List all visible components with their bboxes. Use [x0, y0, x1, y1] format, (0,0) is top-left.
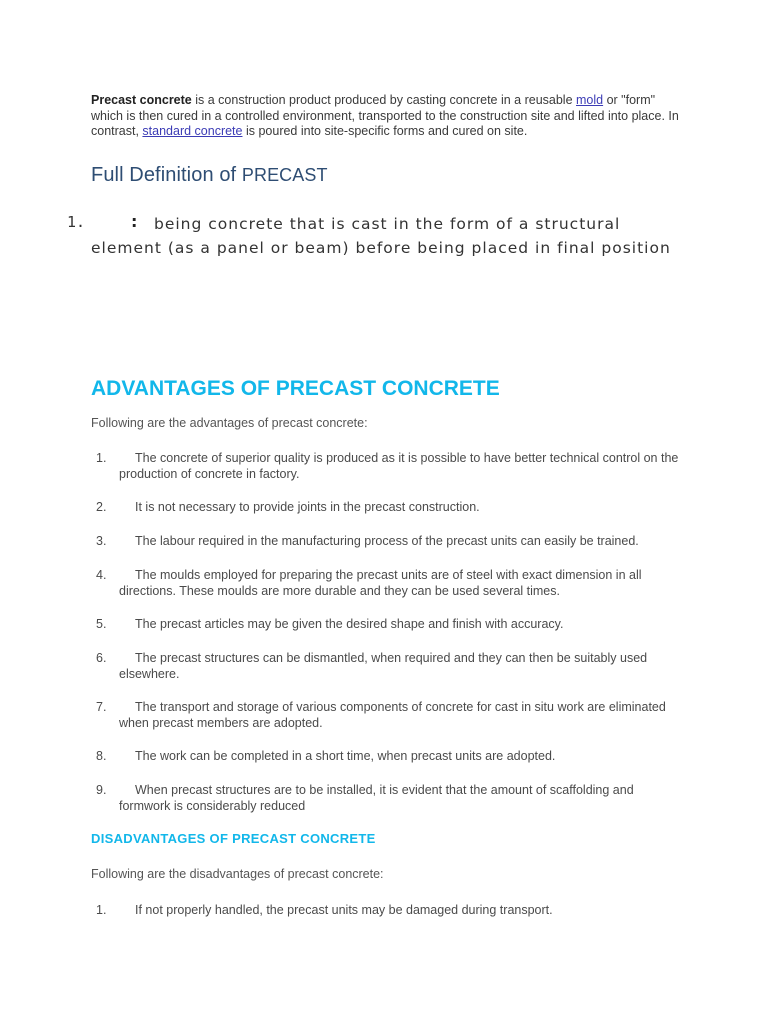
item-text: If not properly handled, the precast units may be damaged during transport.: [135, 903, 553, 917]
item-text: It is not necessary to provide joints in the precast construction.: [135, 500, 480, 514]
definition-heading-term: PRECAST: [241, 165, 328, 185]
intro-text-2: or "form" which is then cured in a controlled environment, transported to the construction site and lifted into place. In contrast,: [91, 93, 679, 138]
item-number: 2.: [96, 500, 107, 514]
disadvantages-intro: Following are the disadvantages of precast concrete:: [91, 867, 384, 881]
advantage-item: [96, 782, 686, 814]
item-number: 3.: [96, 534, 107, 548]
item-text: The precast articles may be given the desired shape and finish with accuracy.: [135, 617, 564, 631]
item-number: 4.: [96, 568, 107, 582]
definition-colon: :: [131, 212, 138, 231]
advantage-item: [96, 650, 686, 682]
definition-text: being concrete that is cast in the form of a structural element (as a panel or beam) before being placed in final position: [91, 215, 671, 257]
link-standard-concrete[interactable]: standard concrete: [142, 124, 243, 138]
intro-text-3: is poured into site-specific forms and cured on site.: [242, 124, 528, 138]
advantage-item: [96, 699, 686, 731]
advantage-item: [96, 616, 686, 632]
intro-bold-term: Precast concrete: [91, 93, 192, 107]
advantage-item: [96, 450, 686, 482]
item-text: The transport and storage of various components of concrete for cast in situ work are eliminated when precast members are adopted.: [119, 700, 666, 730]
item-text: The moulds employed for preparing the precast units are of steel with exact dimension in all directions. These moulds are more durable and they can be used several times.: [119, 568, 642, 598]
advantage-item: [96, 533, 686, 549]
item-text: The concrete of superior quality is produced as it is possible to have better technical control on the production of concrete in factory.: [119, 451, 679, 481]
disadvantages-heading: DISADVANTAGES OF PRECAST CONCRETE: [91, 831, 376, 846]
definition-heading-text: Full Definition of: [91, 164, 242, 186]
link-mold[interactable]: mold: [576, 93, 604, 107]
definition-heading: [91, 164, 328, 187]
advantage-item: [96, 748, 686, 764]
disadvantage-item: [96, 902, 686, 918]
item-number: 6.: [96, 651, 107, 665]
item-number: 7.: [96, 700, 107, 714]
item-number: 1.: [96, 451, 107, 465]
intro-paragraph: [91, 93, 681, 140]
advantages-heading: ADVANTAGES OF PRECAST CONCRETE: [91, 377, 500, 400]
item-text: The work can be completed in a short time, when precast units are adopted.: [135, 749, 556, 763]
item-number: 5.: [96, 617, 107, 631]
item-number: 9.: [96, 783, 107, 797]
item-text: The precast structures can be dismantled, when required and they can then be suitably used elsewhere.: [119, 651, 648, 681]
item-number: 1.: [96, 903, 107, 917]
advantage-item: [96, 567, 686, 599]
advantage-item: [96, 499, 686, 515]
item-text: When precast structures are to be installed, it is evident that the amount of scaffolding and formwork is considerably reduced: [119, 783, 634, 813]
definition-number: 1.: [67, 213, 86, 231]
item-number: 8.: [96, 749, 107, 763]
advantages-intro: Following are the advantages of precast concrete:: [91, 416, 368, 430]
intro-text-1: is a construction product produced by casting concrete in a reusable: [191, 93, 577, 107]
item-text: The labour required in the manufacturing process of the precast units can easily be trained.: [135, 534, 639, 548]
